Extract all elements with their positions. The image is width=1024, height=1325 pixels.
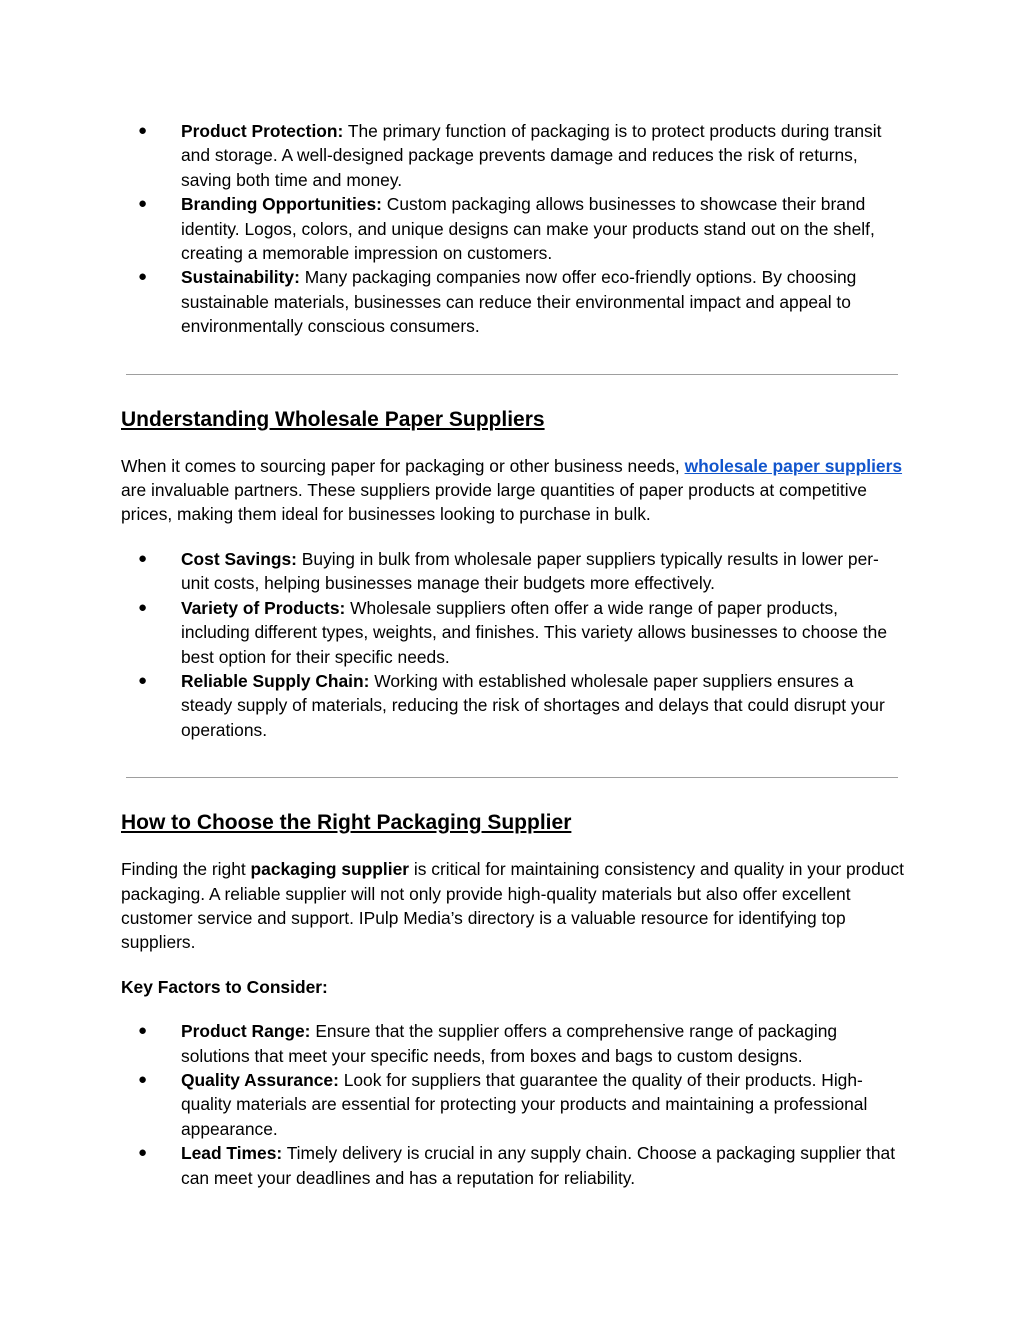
section-intro (121, 454, 905, 527)
bullet-icon: ● (138, 1070, 148, 1088)
subheading-text: Key Factors to Consider: (121, 976, 328, 997)
document-content (121, 119, 905, 1190)
subheading (121, 975, 905, 999)
list-item-text: Many packaging companies now offer eco-friendly options. By choosing sustainable materials, businesses can reduce their environmental impact and appeal to environmentally conscious consumers. (181, 267, 857, 337)
list-item (121, 547, 905, 596)
bullet-icon: ● (138, 549, 148, 567)
list-item-title: Cost Savings: (181, 548, 297, 569)
bullet-icon: ● (138, 195, 148, 213)
list-item-title: Sustainability: (181, 267, 300, 288)
bullet-icon: ● (138, 268, 148, 286)
list-item-text: Buying in bulk from wholesale paper suppliers typically results in lower per-unit costs, helping businesses manage their budgets more effectively. (181, 548, 879, 594)
bullet-icon: ● (138, 122, 148, 139)
list-item (121, 265, 905, 338)
list-item-title: Lead Times: (181, 1143, 283, 1164)
list-item-title: Product Range: (181, 1021, 311, 1042)
list-item-text: Ensure that the supplier offers a comprehensive range of packaging solutions that meet your specific needs, from boxes and bags to custom designs. (181, 1021, 838, 1066)
list-item-title: Product Protection: (181, 121, 344, 141)
benefits-list (121, 119, 905, 339)
list-item-text: Look for suppliers that guarantee the quality of their products. High-quality materials are essential for protecting your products and maintaining a professional appearance. (181, 1069, 868, 1139)
list-item (121, 119, 905, 192)
list-item (121, 1068, 905, 1141)
bullet-icon: ● (138, 1144, 148, 1162)
section-heading: Understanding Wholesale Paper Suppliers (121, 407, 545, 431)
bullet-icon: ● (138, 671, 148, 689)
list-item (121, 669, 905, 742)
intro-text: is critical for maintaining consistency and quality in your product packaging. A reliable supplier will not only provide high-quality materials but also offer excellent customer service and support. IPulp Media’s directory is a valuable resource for identifying top suppliers. (121, 859, 904, 953)
list-item-title: Branding Opportunities: (181, 194, 382, 215)
intro-text: When it comes to sourcing paper for packaging or other business needs, (121, 455, 685, 476)
intro-bold-text: packaging supplier (250, 859, 410, 880)
supplier-benefits-list (121, 547, 905, 742)
intro-text: are invaluable partners. These suppliers provide large quantities of paper products at competitive prices, making them ideal for businesses looking to purchase in bulk. (121, 480, 867, 525)
section-heading: How to Choose the Right Packaging Supplier (121, 811, 572, 835)
list-item-title: Variety of Products: (181, 597, 346, 618)
list-item (121, 192, 905, 265)
list-item-title: Quality Assurance: (181, 1069, 339, 1090)
list-item-text: Timely delivery is crucial in any supply chain. Choose a packaging supplier that can meet your deadlines and has a reputation for reliability. (181, 1143, 896, 1188)
section-intro (121, 857, 905, 955)
list-item (121, 596, 905, 669)
bullet-icon: ● (138, 1022, 148, 1040)
list-item-text: Working with established wholesale paper suppliers ensures a steady supply of materials, reducing the risk of shortages and delays that could disrupt your operations. (181, 670, 885, 740)
list-item (121, 1141, 905, 1190)
wholesale-paper-suppliers-link[interactable]: wholesale paper suppliers (684, 455, 903, 476)
intro-text: Finding the right (121, 859, 251, 880)
list-item-text: The primary function of packaging is to protect products during transit and storage. A well-designed package prevents damage and reduces the risk of returns, saving both time and money. (181, 121, 882, 190)
key-factors-list (121, 1019, 905, 1190)
list-item-title: Reliable Supply Chain: (181, 670, 370, 691)
list-item-text: Wholesale suppliers often offer a wide range of paper products, including different types, weights, and finishes. This variety allows businesses to choose the best option for their specific needs. (181, 597, 888, 667)
list-item-text: Custom packaging allows businesses to showcase their brand identity. Logos, colors, and unique designs can make your products stand out on the shelf, creating a memorable impression on customers. (181, 194, 875, 264)
list-item (121, 1019, 905, 1068)
bullet-icon: ● (138, 598, 148, 616)
